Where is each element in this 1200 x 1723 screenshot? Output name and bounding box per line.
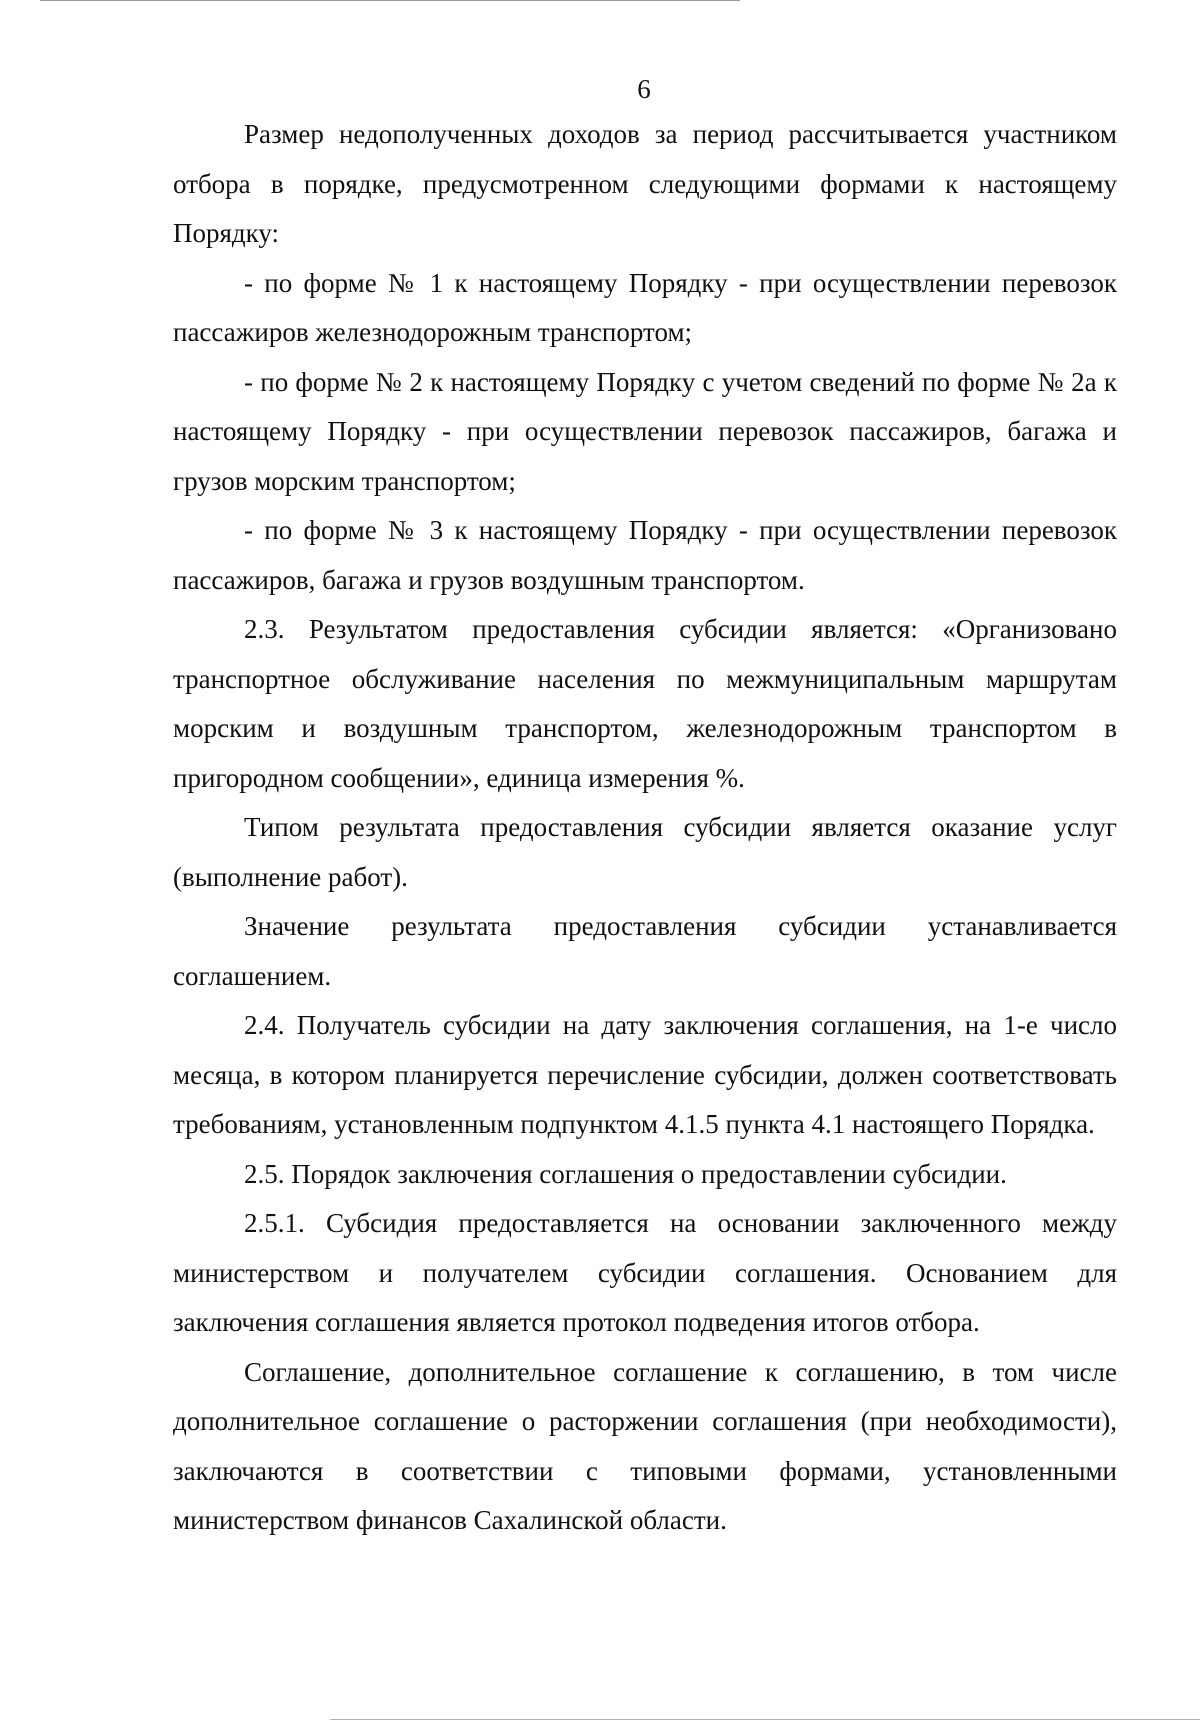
paragraph-2-3: 2.3. Результатом предоставления субсидии является: «Организовано транспортное обслуживание населения по межмуниципальным маршрутам морским и воздушным транспортом, железнодорожным транспортом в пригородном сообщении», единица измерения %. (173, 614, 1117, 793)
document-body (173, 110, 1117, 1546)
paragraph-form-1: - по форме № 1 к настоящему Порядку - при осуществлении перевозок пассажиров железнодорожным транспортом; (173, 267, 1117, 347)
page-number: 6 (637, 74, 651, 104)
scan-edge-line (40, 0, 740, 1)
paragraph-form-2: - по форме № 2 к настоящему Порядку с учетом сведений по форме № 2а к настоящему Порядку - при осуществлении перевозок пассажиров, багажа и грузов морским транспортом; (173, 366, 1117, 496)
paragraph-2-4: 2.4. Получатель субсидии на дату заключения соглашения, на 1-е число месяца, в котором планируется перечисление субсидии, должен соответствовать требованиям, установленным подпунктом 4.1.5 пункта 4.1 настоящего Порядка. (173, 1010, 1117, 1139)
paragraph-2-5: 2.5. Порядок заключения соглашения о предоставлении субсидии. (244, 1158, 1007, 1189)
paragraph-2-5-1: 2.5.1. Субсидия предоставляется на основании заключенного между министерством и получателем субсидии соглашения. Основанием для заключения соглашения является протокол подведения итогов отбора. (173, 1208, 1117, 1337)
paragraph-form-3: - по форме № 3 к настоящему Порядку - при осуществлении перевозок пассажиров, багажа и грузов воздушным транспортом. (173, 515, 1117, 595)
paragraph-agreement: Соглашение, дополнительное соглашение к соглашению, в том числе дополнительное соглашение о расторжении соглашения (при необходимости), заключаются в соответствии с типовыми формами, установленными министерством финансов Сахалинской области. (173, 1356, 1117, 1535)
paragraph-result-type: Типом результата предоставления субсидии является оказание услуг (выполнение работ). (173, 812, 1117, 892)
paragraph-lost-income: Размер недополученных доходов за период рассчитывается участником отбора в порядке, предусмотренном следующими формами к настоящему Порядку: (173, 119, 1117, 248)
scan-edge-line (330, 1719, 1200, 1720)
paragraph-result-value: Значение результата предоставления субсидии устанавливается соглашением. (173, 911, 1117, 991)
